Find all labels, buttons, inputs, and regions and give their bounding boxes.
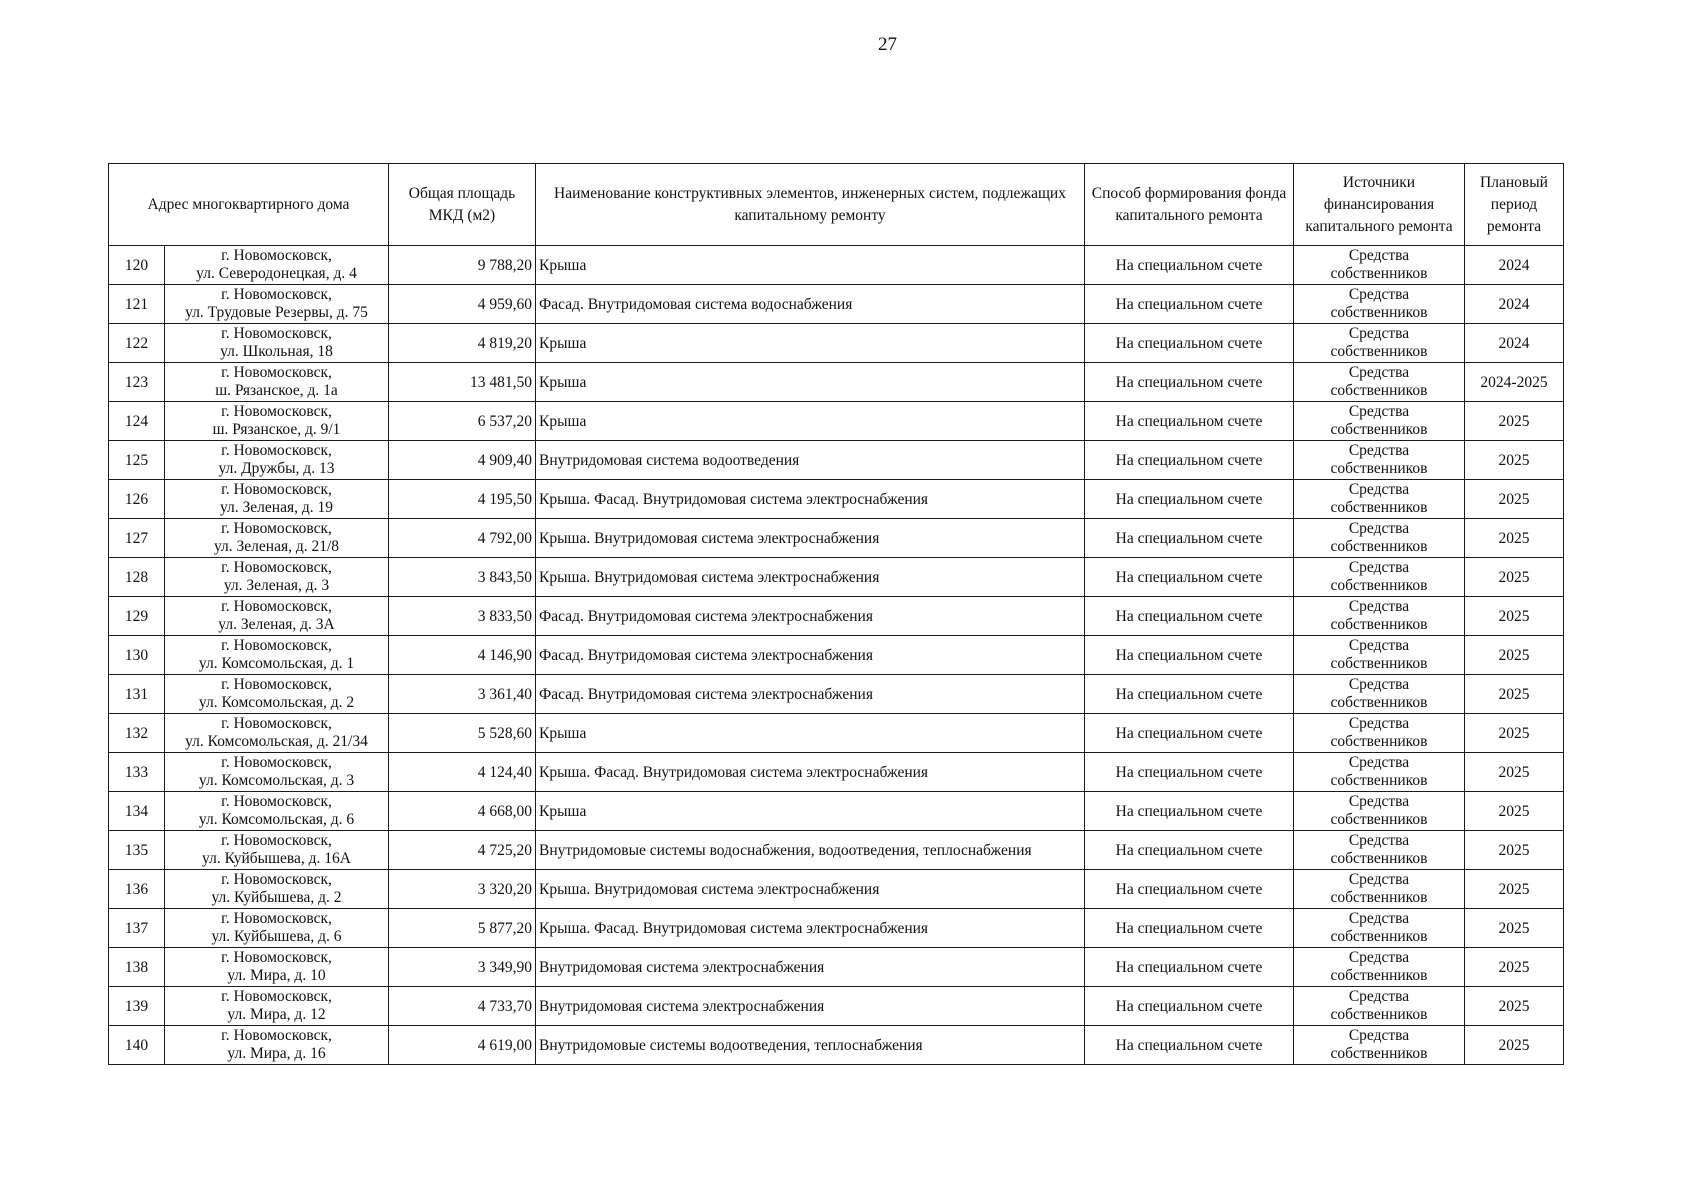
row-method: На специальном счете [1085,909,1294,948]
row-area: 4 959,60 [389,285,536,324]
address-street: ул. Мира, д. 10 [227,967,326,984]
row-source [1294,597,1465,636]
row-number: 124 [109,402,165,441]
address-city: г. Новомосковск, [221,910,332,927]
table-row [109,480,1564,519]
address-city: г. Новомосковск, [221,676,332,693]
row-area: 13 481,50 [389,363,536,402]
header-area: Общая площадь МКД (м2) [389,164,536,246]
address-street: ул. Куйбышева, д. 2 [211,889,342,906]
source-line-1: Средства [1348,988,1410,1005]
row-number: 122 [109,324,165,363]
row-period: 2025 [1465,714,1564,753]
row-elements: Крыша. Фасад. Внутридомовая система электроснабжения [536,480,1085,519]
table-row [109,870,1564,909]
row-source [1294,402,1465,441]
row-method: На специальном счете [1085,870,1294,909]
row-number: 125 [109,441,165,480]
address-street: ул. Зеленая, д. 3 [223,577,330,594]
row-source [1294,285,1465,324]
table-row [109,246,1564,285]
row-number: 139 [109,987,165,1026]
row-source [1294,675,1465,714]
address-street: ул. Северодонецкая, д. 4 [196,265,357,282]
row-period: 2025 [1465,987,1564,1026]
row-period: 2025 [1465,675,1564,714]
source-line-1: Средства [1348,364,1410,381]
row-source [1294,831,1465,870]
source-line-2: собственников [1330,616,1428,633]
row-area: 4 195,50 [389,480,536,519]
header-source: Источники финансирования капитального ремонта [1294,164,1465,246]
address-street: ул. Мира, д. 12 [227,1006,326,1023]
address-street: ш. Рязанское, д. 1а [215,382,338,399]
source-line-1: Средства [1348,325,1410,342]
source-line-1: Средства [1348,559,1410,576]
row-address [165,558,389,597]
row-area: 3 843,50 [389,558,536,597]
source-line-2: собственников [1330,928,1428,945]
address-street: ул. Куйбышева, д. 6 [211,928,342,945]
row-method: На специальном счете [1085,948,1294,987]
source-line-2: собственников [1330,1045,1428,1062]
row-address [165,948,389,987]
row-area: 4 725,20 [389,831,536,870]
page-number: 27 [878,34,897,55]
row-period: 2025 [1465,597,1564,636]
table-row [109,636,1564,675]
header-method: Способ формирования фонда капитального ремонта [1085,164,1294,246]
row-address [165,792,389,831]
row-area: 4 619,00 [389,1026,536,1065]
source-line-2: собственников [1330,421,1428,438]
source-line-2: собственников [1330,967,1428,984]
source-line-2: собственников [1330,382,1428,399]
source-line-2: собственников [1330,811,1428,828]
row-period: 2025 [1465,441,1564,480]
address-city: г. Новомосковск, [221,637,332,654]
row-source [1294,246,1465,285]
source-line-2: собственников [1330,655,1428,672]
row-elements: Крыша [536,324,1085,363]
source-line-2: собственников [1330,538,1428,555]
row-area: 4 124,40 [389,753,536,792]
table-row [109,558,1564,597]
row-elements: Внутридомовая система электроснабжения [536,948,1085,987]
row-method: На специальном счете [1085,636,1294,675]
source-line-1: Средства [1348,442,1410,459]
row-address [165,1026,389,1065]
row-period: 2025 [1465,636,1564,675]
source-line-1: Средства [1348,871,1410,888]
row-elements: Фасад. Внутридомовая система водоснабжения [536,285,1085,324]
row-elements: Крыша. Внутридомовая система электроснабжения [536,870,1085,909]
row-elements: Фасад. Внутридомовая система электроснабжения [536,636,1085,675]
row-number: 126 [109,480,165,519]
address-city: г. Новомосковск, [221,988,332,1005]
address-street: ул. Комсомольская, д. 6 [198,811,355,828]
address-street: ул. Зеленая, д. 21/8 [213,538,340,555]
source-line-2: собственников [1330,772,1428,789]
header-address: Адрес многоквартирного дома [109,164,389,246]
row-period: 2025 [1465,870,1564,909]
row-number: 133 [109,753,165,792]
table-row [109,402,1564,441]
row-method: На специальном счете [1085,285,1294,324]
row-method: На специальном счете [1085,246,1294,285]
address-city: г. Новомосковск, [221,325,332,342]
source-line-2: собственников [1330,265,1428,282]
source-line-2: собственников [1330,850,1428,867]
address-street: ул. Комсомольская, д. 3 [198,772,355,789]
address-street: ул. Куйбышева, д. 16А [202,850,351,867]
source-line-1: Средства [1348,715,1410,732]
row-address [165,246,389,285]
source-line-1: Средства [1348,949,1410,966]
row-area: 4 668,00 [389,792,536,831]
row-method: На специальном счете [1085,558,1294,597]
source-line-1: Средства [1348,637,1410,654]
row-address [165,402,389,441]
source-line-2: собственников [1330,304,1428,321]
row-number: 132 [109,714,165,753]
source-line-1: Средства [1348,247,1410,264]
row-area: 5 877,20 [389,909,536,948]
address-city: г. Новомосковск, [221,832,332,849]
row-address [165,441,389,480]
address-city: г. Новомосковск, [221,559,332,576]
row-method: На специальном счете [1085,792,1294,831]
row-period: 2024 [1465,285,1564,324]
row-address [165,597,389,636]
source-line-1: Средства [1348,598,1410,615]
row-area: 6 537,20 [389,402,536,441]
address-city: г. Новомосковск, [221,715,332,732]
address-city: г. Новомосковск, [221,871,332,888]
table-row [109,1026,1564,1065]
row-method: На специальном счете [1085,363,1294,402]
source-line-1: Средства [1348,754,1410,771]
row-address [165,363,389,402]
address-street: ул. Дружбы, д. 13 [218,460,335,477]
row-number: 138 [109,948,165,987]
row-elements: Крыша. Внутридомовая система электроснабжения [536,519,1085,558]
row-address [165,675,389,714]
row-method: На специальном счете [1085,480,1294,519]
address-city: г. Новомосковск, [221,364,332,381]
address-street: ул. Зеленая, д. 19 [219,499,333,516]
row-address [165,519,389,558]
row-period: 2025 [1465,519,1564,558]
source-line-2: собственников [1330,889,1428,906]
row-period: 2025 [1465,1026,1564,1065]
address-city: г. Новомосковск, [221,442,332,459]
row-elements: Фасад. Внутридомовая система электроснабжения [536,597,1085,636]
table-row [109,948,1564,987]
address-city: г. Новомосковск, [221,247,332,264]
row-period: 2024 [1465,246,1564,285]
source-line-2: собственников [1330,577,1428,594]
row-elements: Крыша [536,792,1085,831]
row-address [165,480,389,519]
row-source [1294,714,1465,753]
address-city: г. Новомосковск, [221,520,332,537]
row-source [1294,441,1465,480]
row-elements: Крыша [536,714,1085,753]
row-method: На специальном счете [1085,714,1294,753]
row-source [1294,519,1465,558]
source-line-1: Средства [1348,910,1410,927]
row-period: 2025 [1465,792,1564,831]
address-street: ул. Комсомольская, д. 1 [198,655,355,672]
address-city: г. Новомосковск, [221,481,332,498]
row-period: 2024 [1465,324,1564,363]
table-row [109,519,1564,558]
row-method: На специальном счете [1085,753,1294,792]
row-method: На специальном счете [1085,675,1294,714]
row-area: 4 146,90 [389,636,536,675]
source-line-2: собственников [1330,694,1428,711]
row-period: 2025 [1465,909,1564,948]
table-row [109,363,1564,402]
table-row [109,831,1564,870]
row-address [165,714,389,753]
row-number: 129 [109,597,165,636]
row-method: На специальном счете [1085,597,1294,636]
address-street: ул. Школьная, 18 [220,343,333,360]
row-source [1294,909,1465,948]
row-period: 2025 [1465,753,1564,792]
row-number: 134 [109,792,165,831]
row-method: На специальном счете [1085,402,1294,441]
repair-plan-table [108,163,1564,1065]
row-source [1294,948,1465,987]
source-line-1: Средства [1348,832,1410,849]
row-address [165,324,389,363]
row-source [1294,324,1465,363]
address-street: ул. Зеленая, д. 3А [218,616,335,633]
header-period: Плановый период ремонта [1465,164,1564,246]
row-number: 140 [109,1026,165,1065]
table-row [109,597,1564,636]
row-number: 135 [109,831,165,870]
row-area: 3 320,20 [389,870,536,909]
row-elements: Внутридомовые системы водоотведения, теплоснабжения [536,1026,1085,1065]
row-address [165,909,389,948]
row-elements: Крыша [536,246,1085,285]
source-line-2: собственников [1330,499,1428,516]
address-city: г. Новомосковск, [221,949,332,966]
row-source [1294,987,1465,1026]
row-address [165,987,389,1026]
table-row [109,714,1564,753]
row-address [165,636,389,675]
table-row [109,324,1564,363]
row-source [1294,363,1465,402]
row-method: На специальном счете [1085,519,1294,558]
row-area: 4 733,70 [389,987,536,1026]
table-header-row [109,164,1564,246]
row-number: 123 [109,363,165,402]
row-elements: Фасад. Внутридомовая система электроснабжения [536,675,1085,714]
row-area: 4 909,40 [389,441,536,480]
table-row [109,987,1564,1026]
source-line-1: Средства [1348,1027,1410,1044]
row-method: На специальном счете [1085,987,1294,1026]
row-period: 2025 [1465,480,1564,519]
row-number: 137 [109,909,165,948]
source-line-1: Средства [1348,793,1410,810]
row-address [165,285,389,324]
source-line-2: собственников [1330,1006,1428,1023]
address-city: г. Новомосковск, [221,598,332,615]
row-number: 128 [109,558,165,597]
address-city: г. Новомосковск, [221,403,332,420]
address-city: г. Новомосковск, [221,793,332,810]
address-street: ул. Мира, д. 16 [227,1045,326,1062]
row-area: 9 788,20 [389,246,536,285]
row-number: 121 [109,285,165,324]
row-source [1294,792,1465,831]
row-source [1294,636,1465,675]
row-address [165,831,389,870]
row-method: На специальном счете [1085,1026,1294,1065]
table-row [109,753,1564,792]
source-line-2: собственников [1330,343,1428,360]
row-period: 2025 [1465,402,1564,441]
address-street: ул. Комсомольская, д. 21/34 [185,733,368,750]
row-elements: Внутридомовая система электроснабжения [536,987,1085,1026]
row-number: 120 [109,246,165,285]
row-source [1294,1026,1465,1065]
row-elements: Крыша. Внутридомовая система электроснабжения [536,558,1085,597]
row-address [165,753,389,792]
row-elements: Крыша [536,363,1085,402]
source-line-1: Средства [1348,403,1410,420]
row-elements: Крыша. Фасад. Внутридомовая система электроснабжения [536,753,1085,792]
row-area: 4 819,20 [389,324,536,363]
row-source [1294,870,1465,909]
source-line-1: Средства [1348,481,1410,498]
row-period: 2025 [1465,831,1564,870]
row-number: 131 [109,675,165,714]
row-source [1294,753,1465,792]
row-number: 127 [109,519,165,558]
row-source [1294,558,1465,597]
row-elements: Внутридомовые системы водоснабжения, водоотведения, теплоснабжения [536,831,1085,870]
address-city: г. Новомосковск, [221,1027,332,1044]
source-line-1: Средства [1348,286,1410,303]
source-line-1: Средства [1348,676,1410,693]
row-address [165,870,389,909]
address-city: г. Новомосковск, [221,286,332,303]
row-period: 2024-2025 [1465,363,1564,402]
row-elements: Крыша [536,402,1085,441]
row-number: 136 [109,870,165,909]
table-row [109,285,1564,324]
row-source [1294,480,1465,519]
row-area: 4 792,00 [389,519,536,558]
address-street: ул. Комсомольская, д. 2 [198,694,355,711]
address-city: г. Новомосковск, [221,754,332,771]
source-line-2: собственников [1330,733,1428,750]
header-elements: Наименование конструктивных элементов, инженерных систем, подлежащих капитальному ремонту [536,164,1085,246]
row-elements: Крыша. Фасад. Внутридомовая система электроснабжения [536,909,1085,948]
row-area: 3 833,50 [389,597,536,636]
row-period: 2025 [1465,948,1564,987]
source-line-1: Средства [1348,520,1410,537]
address-street: ш. Рязанское, д. 9/1 [212,421,341,438]
table-row [109,441,1564,480]
row-method: На специальном счете [1085,324,1294,363]
source-line-2: собственников [1330,460,1428,477]
row-area: 5 528,60 [389,714,536,753]
row-area: 3 349,90 [389,948,536,987]
row-period: 2025 [1465,558,1564,597]
row-method: На специальном счете [1085,831,1294,870]
row-area: 3 361,40 [389,675,536,714]
table-row [109,909,1564,948]
address-street: ул. Трудовые Резервы, д. 75 [185,304,368,321]
table-row [109,792,1564,831]
row-method: На специальном счете [1085,441,1294,480]
table-row [109,675,1564,714]
row-number: 130 [109,636,165,675]
row-elements: Внутридомовая система водоотведения [536,441,1085,480]
